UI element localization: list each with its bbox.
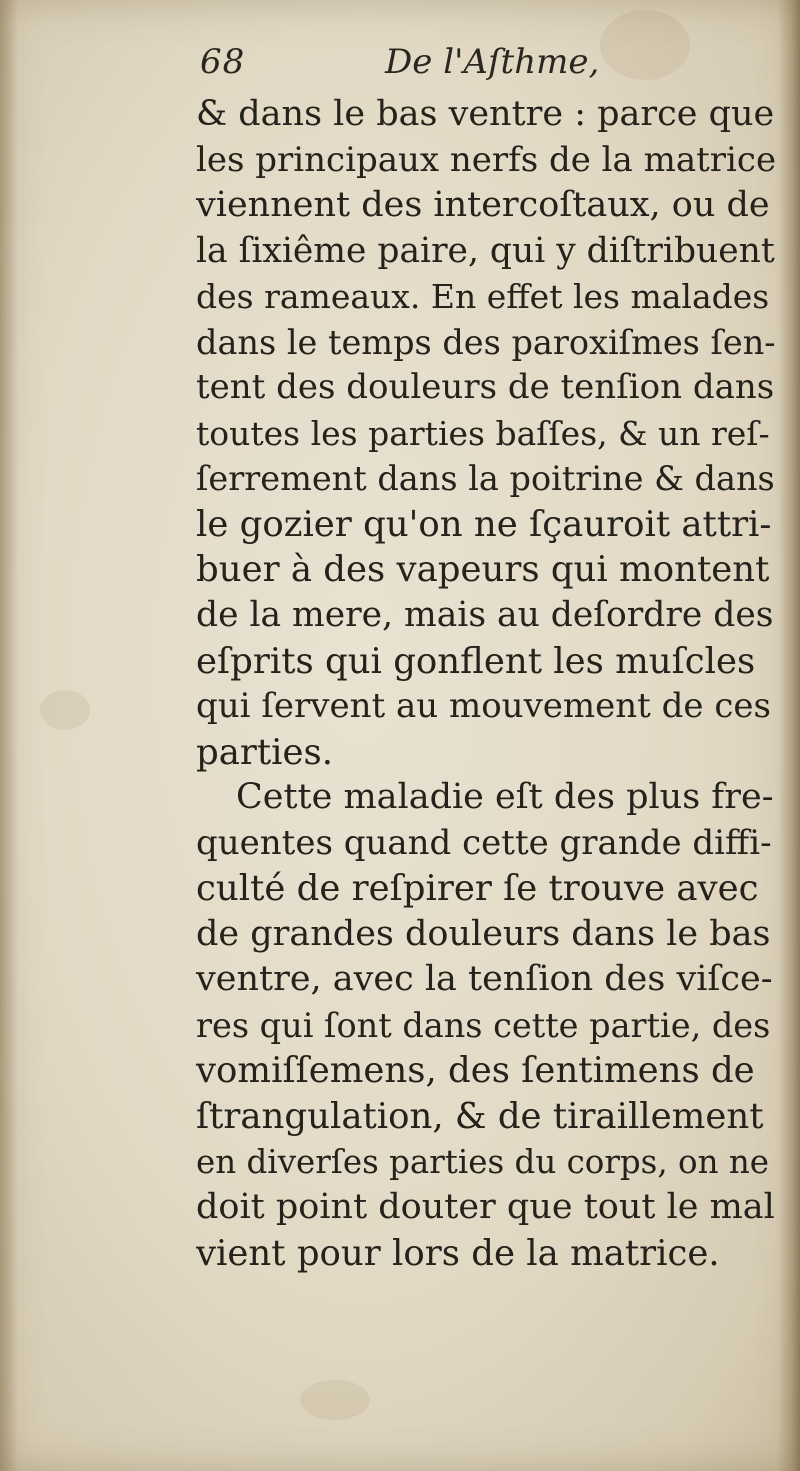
text-line: en diverſes parties du corps, on ne [196, 1142, 770, 1181]
text-line: vient pour lors de la matrice. [196, 1232, 720, 1274]
page-left-edge [0, 0, 18, 1471]
text-line: les principaux nerfs de la matrice [196, 139, 777, 180]
text-line: ſerrement dans la poitrine & dans [196, 459, 775, 499]
text-line: res qui ſont dans cette partie, des [196, 1005, 771, 1045]
text-line: qui ſervent au mouvement de ces [196, 686, 771, 727]
text-line: de la mere, mais au deſordre des [196, 595, 774, 636]
text-line: eſprits qui gonflent les muſcles [196, 640, 756, 682]
running-head: De l'Aſthme, [385, 42, 600, 82]
text-line: la ſixiême paire, qui y diſtribuent [196, 230, 775, 271]
text-line: doit point douter que tout le mal [196, 1187, 775, 1228]
text-line: des rameaux. En effet les malades [196, 277, 770, 317]
text-line: quentes quand cette grande diffi- [196, 822, 772, 863]
text-line: buer à des vapeurs qui montent [196, 549, 770, 591]
text-line: viennent des intercoſtaux, ou de [196, 185, 770, 226]
text-line: & dans le bas ventre : parce que [196, 94, 775, 134]
text-line: vomiſſemens, des ſentimens de [196, 1050, 755, 1092]
paper-stain [300, 1380, 370, 1420]
text-line: de grandes douleurs dans le bas [196, 913, 771, 954]
text-line: culté de reſpirer ſe trouve avec [196, 868, 759, 910]
body-text [196, 92, 776, 1276]
paper-stain [40, 690, 90, 730]
text-line: dans le temps des paroxiſmes ſen- [196, 322, 776, 362]
page-number: 68 [200, 42, 246, 82]
text-line: parties. [196, 731, 333, 773]
paragraph-first-line: Cette maladie eſt des plus fre- [236, 777, 774, 818]
page-right-edge [778, 0, 800, 1471]
text-line: toutes les parties baſſes, & un reſ- [196, 413, 770, 453]
text-line: le gozier qu'on ne ſçauroit attri- [196, 503, 772, 545]
text-line: ventre, avec la tenſion des viſce- [196, 959, 773, 1000]
page-header [200, 42, 760, 92]
text-line: ſtrangulation, & de tiraillement [196, 1096, 764, 1138]
text-line: tent des douleurs de tenſion dans [196, 367, 775, 408]
